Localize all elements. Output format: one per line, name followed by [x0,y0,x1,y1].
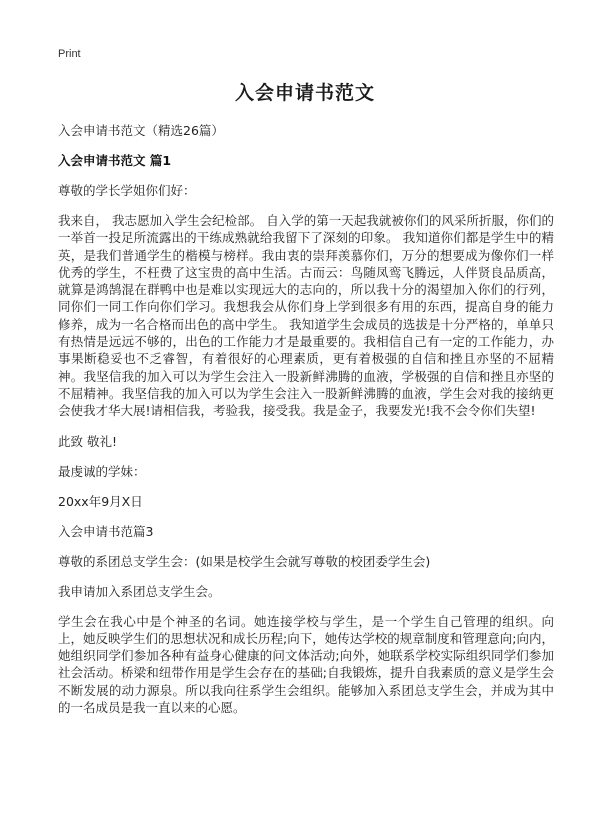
date-1: 20xx年9月X日 [58,493,143,509]
signoff-1: 最虔诚的学妹： [58,463,146,479]
closing-1: 此致 敬礼! [58,433,117,449]
section-heading-1: 入会申请书范文 篇1 [58,153,172,168]
print-link[interactable]: Print [58,48,81,60]
body-paragraph-1: 我来自， 我志愿加入学生会纪检部。 自入学的第一天起我就被你们的风采所折服，你们的一举首一投足所流露出的干练成熟就给我留下了深刻的印象。 我知道你们都是学生中的精英，是我们普通学生的楷模与榜样。我由衷的崇拜羡慕你们，万分的想要成为像你们一样优秀的学生，不枉费了这宝贵的高中生活。古而云：鸟随凤鸾飞腾远，人伴贤良品质高，就算是鸿鹄混在群鸭中也是难以实现远大的志向的，所以我十分的渴望加入你们的行列，同你们一同工作向你们学习。我想我会从你们身上学到很多有用的东西，提高自身的能力修养，成为一名合格而出色的高中学生。 我知道学生会成员的选拔是十分严格的，单单只有热情是远远不够的，出色的工作能力才是最重要的。我相信自己有一定的工作能力，办事果断稳妥也不乏睿智，有着很好的心理素质，更有着极强的自信和挫且亦坚的不屈精神。我坚信我的加入可以为学生会注入一股新鲜沸腾的血液，学极强的自信和挫且亦坚的不屈精神。我坚信我的加入可以为学生会注入一股新鲜沸腾的血液，学生会对我的接纳更会使我才华大展!请相信我，考验我，接受我。我是金子，我要发光!我不会令你们失望! [58,213,554,419]
greeting-3: 尊敬的系团总支学生会：(如果是校学生会就写尊敬的校团委学生会) [58,553,431,569]
intro-3: 我申请加入系团总支学生会。 [58,583,221,599]
body-paragraph-3: 学生会在我心中是个神圣的名词。她连接学校与学生，是一个学生自己管理的组织。向上，她反映学生们的思想状况和成长历程;向下，她传达学校的规章制度和管理意向;向内，她组织同学们参加各种有益身心健康的问文体活动;向外，她联系学校实际组织同学们参加 社会活动。桥梁和纽带作用是学生会存在的基础;自我锻炼，提升自我素质的意义是学生会不断发展的动力源泉。所以我向往系学生会组织。能够加入系团总支学生会，并成为其中的一名成员是我一直以来的心愿。 [58,613,554,716]
greeting-1: 尊敬的学长学姐你们好： [58,183,196,198]
document-body [58,122,554,729]
document-subtitle: 入会申请书范文（精选26篇） [58,123,224,138]
section-heading-3: 入会申请书范篇3 [58,523,154,539]
page-title: 入会申请书范文 [234,82,375,104]
